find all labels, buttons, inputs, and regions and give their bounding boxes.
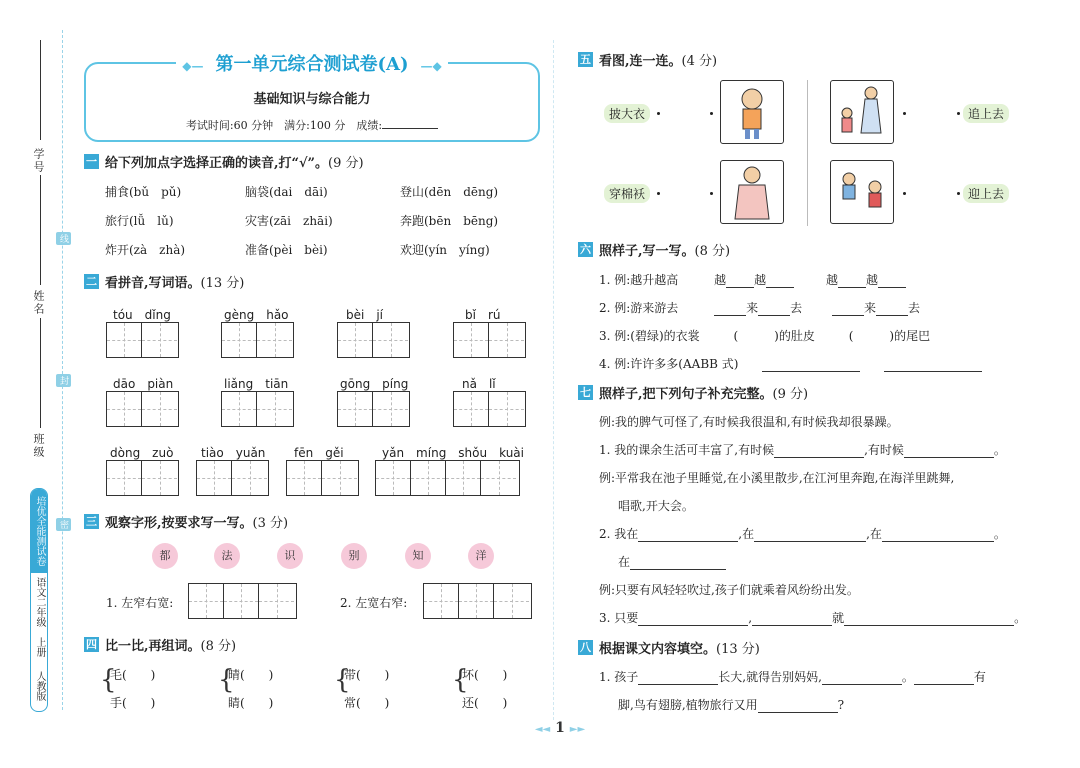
brace: { [452, 665, 469, 695]
s1-item[interactable]: 捕食(bǔ pǔ) [105, 185, 182, 199]
answer-blank[interactable] [766, 287, 794, 288]
s8-q1-text-b: 长大,就得告别妈妈, [718, 670, 822, 684]
s6-q4 [599, 355, 982, 372]
binding-dashed-line [62, 30, 64, 710]
s1-item[interactable]: 奔跑(bēn bēng) [400, 214, 499, 228]
s4-word[interactable]: 手( ) [110, 696, 156, 710]
s7-q2-text-d: 在 [618, 555, 631, 569]
answer-blank[interactable] [726, 287, 754, 288]
s1-item[interactable]: 登山(dēn dēng) [400, 185, 499, 199]
s6-q3-blank-b[interactable]: ( )的尾巴 [848, 329, 931, 343]
match-dot[interactable] [710, 192, 713, 195]
pinyin-label: bèi jí [346, 308, 384, 322]
s7-q3-text-b: , [748, 611, 753, 625]
section-6-title: 照样子,写一写。 [599, 244, 695, 259]
writing-grid[interactable] [221, 322, 294, 358]
match-dot[interactable] [957, 192, 960, 195]
s7-q3-end: 。 [1014, 611, 1027, 625]
s7-q3-text-c: 就 [832, 611, 845, 625]
book-band-volume: 上册 [34, 637, 45, 657]
s7-q1-text: 1. 我的课余生活可丰富了,有时候 [599, 443, 775, 457]
s4-word[interactable]: 晴( ) [228, 668, 274, 682]
s6-q2 [599, 299, 920, 316]
answer-blank[interactable] [752, 625, 832, 626]
s8-q1-text-c: 。 [901, 670, 914, 684]
match-dot[interactable] [957, 112, 960, 115]
s6-q1-word: 越 [866, 273, 879, 287]
section-8-title: 根据课文内容填空。 [599, 642, 717, 657]
char-flower: 洋 [468, 543, 494, 569]
name-label: 姓名 [32, 290, 45, 316]
match-right-item[interactable]: 追上去 [963, 104, 1009, 123]
page-number: 1 [555, 720, 565, 736]
pinyin-label: nǎ lǐ [462, 377, 496, 391]
writing-grid[interactable] [106, 322, 179, 358]
s8-q1-text: 1. 孩子 [599, 670, 639, 684]
section-5-header [578, 50, 717, 69]
section-4-number: 四 [86, 638, 97, 651]
s8-q1-text-d: 有 [973, 670, 986, 684]
mother-child-illustration [831, 81, 893, 143]
section-2-title: 看拼音,写词语。 [105, 276, 201, 291]
picture-boy-jacket [720, 80, 784, 144]
writing-grid[interactable] [221, 391, 294, 427]
section-2-header [84, 272, 244, 291]
answer-blank[interactable] [774, 457, 864, 458]
s5-separator [807, 80, 808, 226]
s4-word[interactable]: 带( ) [344, 668, 390, 682]
writing-grid[interactable] [106, 460, 179, 496]
writing-grid[interactable] [188, 583, 297, 619]
writing-grid[interactable] [106, 391, 179, 427]
writing-grid[interactable] [453, 391, 526, 427]
s7-q1-text-b: ,有时候 [864, 443, 904, 457]
prev-arrow-icon: ◄◄ [534, 724, 551, 735]
match-left-item[interactable]: 披大衣 [604, 104, 650, 123]
section-7-score: (9 分) [772, 387, 809, 402]
pinyin-label: tóu dǐng [113, 308, 171, 322]
answer-blank[interactable] [904, 457, 994, 458]
exam-meta-text: 考试时间:60 分钟 满分:100 分 成绩: [185, 119, 383, 132]
section-3-title: 观察字形,按要求写一写。 [105, 516, 253, 531]
section-5-score: (4 分) [681, 54, 718, 69]
s6-q3-example: 3. 例:(碧绿)的衣裳 [599, 329, 700, 343]
s6-q2-example: 2. 例:游来游去 [599, 301, 679, 315]
answer-blank[interactable] [754, 541, 866, 542]
writing-grid[interactable] [286, 460, 359, 496]
exam-meta [84, 117, 540, 133]
s7-example-3: 例:只要有风轻轻吹过,孩子们就乘着风纷纷出发。 [599, 583, 859, 597]
s8-q1 [599, 668, 986, 685]
answer-blank[interactable] [878, 287, 906, 288]
s4-word[interactable]: 还( ) [462, 696, 508, 710]
pinyin-label: tiào yuǎn [201, 446, 266, 460]
picture-mother-child [830, 80, 894, 144]
char-flower: 别 [341, 543, 367, 569]
char-flower: 法 [214, 543, 240, 569]
s1-item[interactable]: 欢迎(yín yíng) [400, 243, 490, 257]
s7-q2-text-c: ,在 [866, 527, 882, 541]
section-6-score: (8 分) [694, 244, 731, 259]
answer-blank[interactable] [638, 684, 718, 685]
picture-girl-coat [720, 160, 784, 224]
answer-blank[interactable] [884, 371, 982, 372]
s6-q1-word: 越 [826, 273, 839, 287]
class-label: 班级 [32, 433, 45, 459]
class-rule [40, 318, 41, 428]
section-8-number: 八 [580, 641, 591, 654]
page-title: ◆— 第一单元综合测试卷(A) —◆ [84, 50, 540, 76]
section-5-number: 五 [580, 53, 591, 66]
picture-children-running [830, 160, 894, 224]
section-4-title: 比一比,再组词。 [105, 639, 201, 654]
match-dot[interactable] [903, 192, 906, 195]
match-right-item[interactable]: 迎上去 [963, 184, 1009, 203]
section-6-header [578, 240, 730, 259]
pinyin-label: bǐ rú [465, 308, 501, 322]
section-8-score: (13 分) [716, 642, 760, 657]
s4-word[interactable]: 坏( ) [462, 668, 508, 682]
pinyin-label: liǎng tiān [224, 377, 289, 391]
s3-q1-label: 1. 左窄右宽: [106, 596, 174, 610]
answer-blank[interactable] [714, 315, 746, 316]
writing-grid[interactable] [337, 322, 410, 358]
section-4-header [84, 635, 236, 654]
section-4-score: (8 分) [200, 639, 237, 654]
student-no-label: 学号 [32, 148, 45, 174]
section-8-header [578, 638, 760, 657]
column-divider [553, 40, 554, 720]
answer-blank[interactable] [822, 684, 902, 685]
answer-blank[interactable] [914, 684, 974, 685]
s4-word[interactable]: 毛( ) [110, 668, 156, 682]
answer-blank[interactable] [762, 371, 860, 372]
section-7-header [578, 383, 808, 402]
boy-jacket-illustration [721, 81, 783, 143]
s7-q1 [599, 441, 1006, 458]
s6-q4-example: 4. 例:许许多多(AABB 式) [599, 357, 739, 371]
s1-item[interactable]: 脑袋(dai dāi) [245, 185, 328, 199]
section-1-title: 给下列加点字选择正确的读音,打“√”。 [105, 156, 329, 171]
s8-q1-text-e: 脚,鸟有翅膀,植物旅行又用 [618, 698, 758, 712]
s6-q1-example: 1. 例:越升越高 [599, 273, 679, 287]
next-arrow-icon: ►► [569, 724, 586, 735]
match-dot[interactable] [657, 192, 660, 195]
match-left-item[interactable]: 穿棉袄 [604, 184, 650, 203]
answer-blank[interactable] [758, 315, 790, 316]
s8-q1-text-f: ? [837, 698, 845, 712]
section-1-score: (9 分) [328, 156, 364, 171]
s7-q2 [599, 525, 1006, 542]
s7-q2-text: 2. 我在 [599, 527, 639, 541]
s8-q1-cont [618, 696, 844, 713]
binding-tab-seal: 封 [56, 374, 71, 387]
s7-q2-text-b: ,在 [738, 527, 755, 541]
answer-blank[interactable] [838, 287, 866, 288]
section-2-number: 二 [86, 275, 97, 288]
s1-item[interactable]: 炸开(zà zhà) [105, 243, 186, 257]
writing-grid[interactable] [453, 322, 526, 358]
book-band-edition: 人教版 [34, 671, 45, 701]
student-no-rule [40, 40, 41, 140]
binding-tab-secret: 密 [56, 518, 71, 531]
score-blank[interactable] [382, 118, 438, 129]
s7-q2-end: 。 [993, 527, 1006, 541]
s6-q2-word: 去 [908, 301, 921, 315]
s7-example-2b: 唱歌,开大会。 [618, 499, 694, 513]
section-3-number: 三 [86, 515, 97, 528]
s4-word[interactable]: 睛( ) [228, 696, 274, 710]
book-band-grade: 语文二年级 [34, 577, 45, 627]
s7-example-1: 例:我的脾气可怪了,有时候我很温和,有时候我却很暴躁。 [599, 415, 899, 429]
answer-blank[interactable] [758, 712, 838, 713]
girl-coat-illustration [721, 161, 783, 223]
match-dot[interactable] [903, 112, 906, 115]
s7-q3-text: 3. 只要 [599, 611, 639, 625]
brace: { [334, 665, 351, 695]
pinyin-label: gōng píng [340, 377, 409, 391]
s1-item[interactable]: 旅行(lǚ lǔ) [105, 214, 174, 228]
writing-grid[interactable] [423, 583, 532, 619]
section-1-number: 一 [86, 155, 97, 168]
char-flower: 识 [277, 543, 303, 569]
page-subtitle: 基础知识与综合能力 [253, 92, 371, 107]
writing-grid[interactable] [337, 391, 410, 427]
brace: { [100, 665, 117, 695]
writing-grid[interactable] [196, 460, 269, 496]
answer-blank[interactable] [876, 315, 908, 316]
children-running-illustration [831, 161, 893, 223]
answer-blank[interactable] [638, 625, 748, 626]
section-7-title: 照样子,把下列句子补充完整。 [599, 387, 773, 402]
pinyin-label: dāo piàn [113, 377, 174, 391]
s6-q3-blank-a[interactable]: ( )的肚皮 [733, 329, 815, 343]
binding-tab-line: 线 [56, 232, 71, 245]
char-flower: 知 [405, 543, 431, 569]
match-dot[interactable] [657, 112, 660, 115]
s4-word[interactable]: 常( ) [344, 696, 390, 710]
book-band-series: 培优全能测试卷 [31, 489, 47, 573]
s6-q2-word: 来 [746, 301, 759, 315]
s6-q2-word: 来 [864, 301, 877, 315]
s7-q1-end: 。 [993, 443, 1006, 457]
s1-item[interactable]: 灾害(zāi zhāi) [245, 214, 333, 228]
match-dot[interactable] [710, 112, 713, 115]
answer-blank[interactable] [638, 541, 738, 542]
writing-grid[interactable] [375, 460, 520, 496]
s7-example-2: 例:平常我在池子里睡觉,在小溪里散步,在江河里奔跑,在海洋里跳舞, [599, 471, 955, 485]
pinyin-label: fēn gěi [294, 446, 344, 460]
section-5-title: 看图,连一连。 [599, 54, 682, 69]
s6-q1-word: 越 [714, 273, 727, 287]
page-footer [520, 720, 600, 736]
s6-q2-word: 去 [790, 301, 803, 315]
book-info-band [30, 488, 48, 712]
pinyin-label: yǎn míng shǒu kuài [382, 446, 524, 460]
pinyin-label: gèng hǎo [224, 308, 289, 322]
answer-blank[interactable] [832, 315, 864, 316]
char-flower: 都 [152, 543, 178, 569]
answer-blank[interactable] [882, 541, 994, 542]
section-2-score: (13 分) [200, 276, 245, 291]
s7-q2-cont [618, 553, 726, 570]
section-6-number: 六 [580, 243, 591, 256]
s6-q1 [599, 271, 906, 288]
name-rule-top [40, 175, 41, 285]
page-title-text: 第一单元综合测试卷(A) [210, 54, 415, 75]
pinyin-label: dòng zuò [110, 446, 174, 460]
brace: { [218, 665, 235, 695]
section-7-number: 七 [580, 386, 591, 399]
s6-q3 [599, 327, 930, 344]
section-3-score: (3 分) [252, 516, 289, 531]
s7-q3 [599, 609, 1026, 626]
s1-item[interactable]: 准备(pèi bèi) [245, 243, 328, 257]
answer-blank[interactable] [630, 569, 726, 570]
section-3-header [84, 512, 288, 531]
s6-q1-word: 越 [754, 273, 767, 287]
s3-q2-label: 2. 左宽右窄: [340, 596, 408, 610]
answer-blank[interactable] [844, 625, 1014, 626]
section-1-header [84, 152, 364, 171]
